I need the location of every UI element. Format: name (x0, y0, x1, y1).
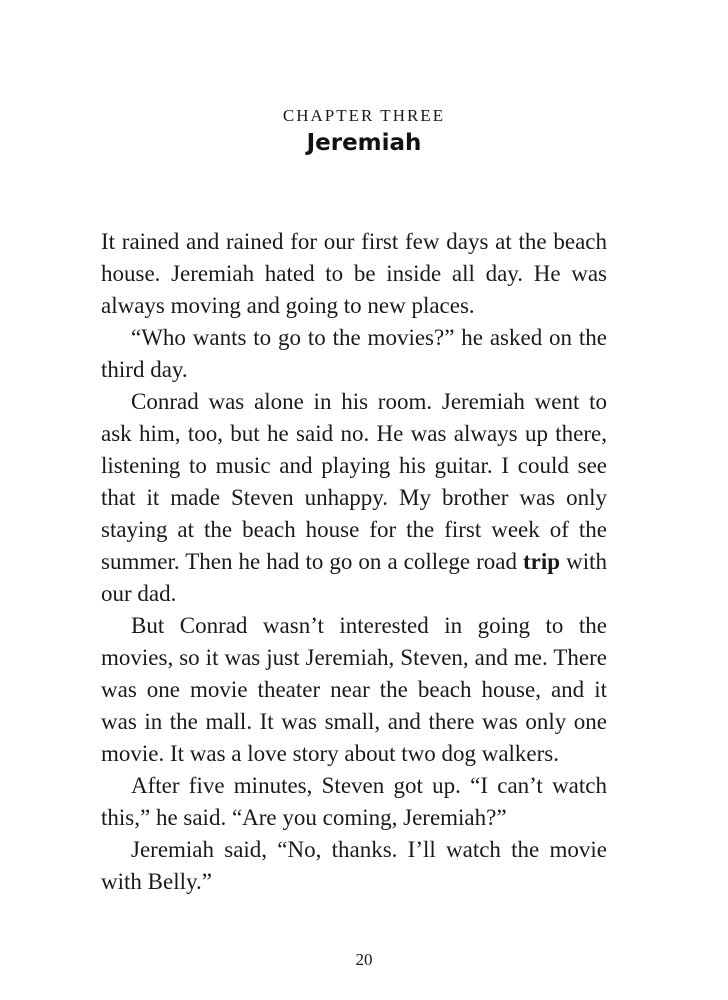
paragraph (101, 226, 607, 322)
page-number: 20 (355, 950, 373, 969)
paragraph (101, 834, 607, 898)
chapter-label: CHAPTER THREE (282, 106, 446, 125)
paragraph-text: Conrad was alone in his room. Jeremiah went to ask him, too, but he said no. He was always up there, listening to music and playing his guitar. I could see that it made Steven unhappy. My brother was only staying at the beach house for the first week of the summer. Then he had to go on a college road (101, 389, 607, 574)
paragraph (101, 386, 607, 610)
chapter-title: Jeremiah (306, 130, 422, 156)
paragraph-text: with our dad. (101, 549, 607, 606)
bold-word: trip (523, 549, 561, 574)
paragraph-text: Jeremiah said, “No, thanks. I’ll watch the movie with Belly.” (101, 837, 607, 894)
paragraph (101, 770, 607, 834)
paragraph-text: After five minutes, Steven got up. “I can’t watch this,” he said. “Are you coming, Jeremiah?” (101, 773, 607, 830)
body-text (101, 226, 607, 898)
paragraph (101, 610, 607, 770)
paragraph-text: “Who wants to go to the movies?” he asked on the third day. (101, 325, 607, 382)
paragraph (101, 322, 607, 386)
paragraph-text: It rained and rained for our first few days at the beach house. Jeremiah hated to be inside all day. He was always moving and going to new places. (101, 229, 607, 318)
paragraph-text: But Conrad wasn’t interested in going to the movies, so it was just Jeremiah, Steven, and me. There was one movie theater near the beach house, and it was in the mall. It was small, and there was only one movie. It was a love story about two dog walkers. (101, 613, 607, 766)
